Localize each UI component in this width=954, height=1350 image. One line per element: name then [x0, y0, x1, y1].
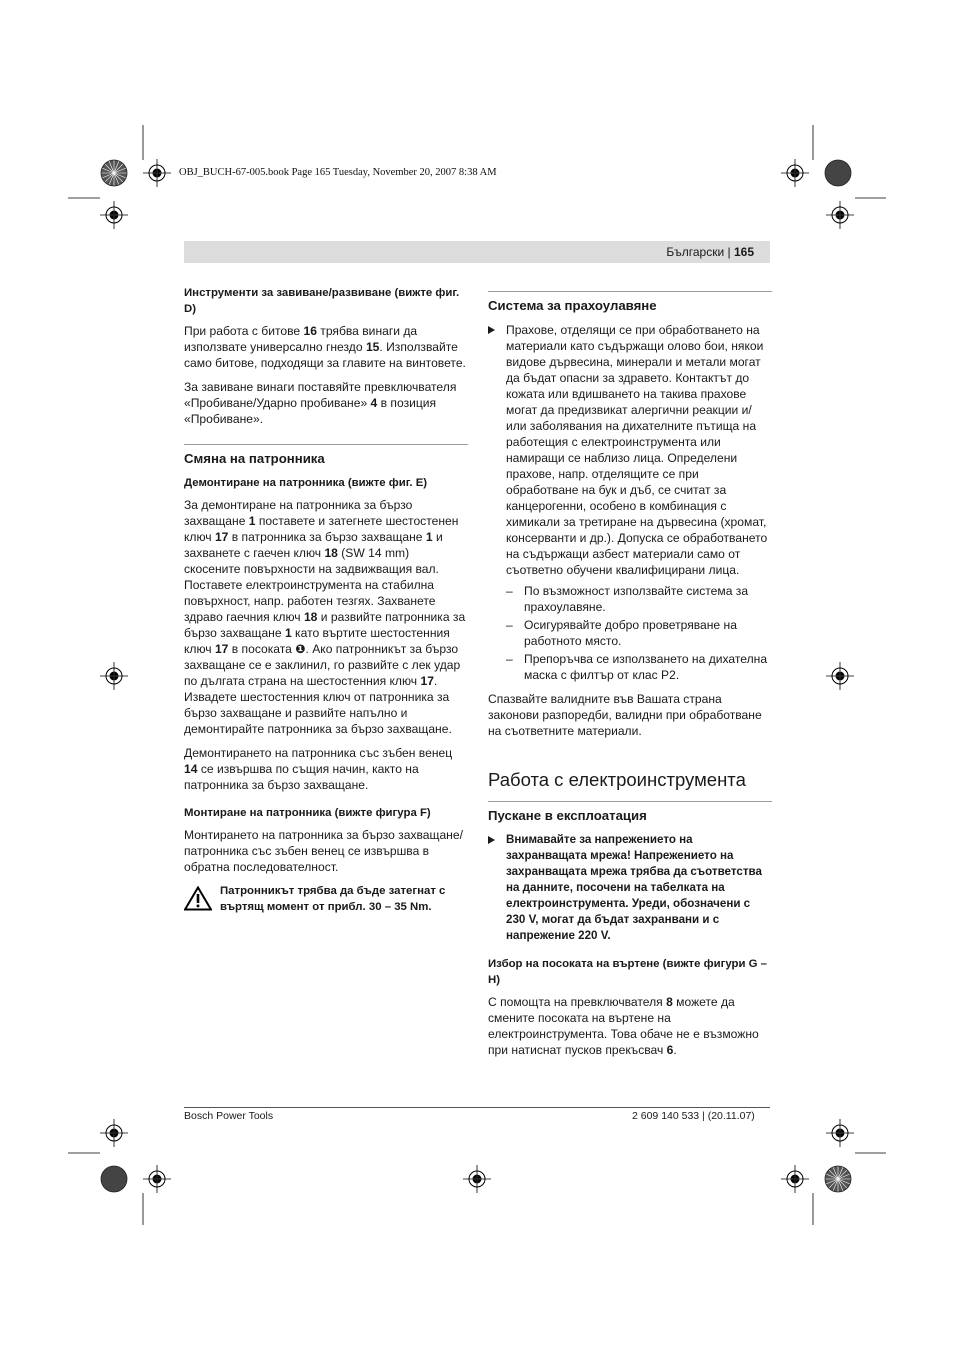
bold-reference: 1	[284, 626, 292, 640]
dash-bullet: –	[506, 584, 513, 598]
dust-item	[488, 651, 772, 683]
text-run: За завиване винаги поставяйте превключвателя «Пробиване/Ударно пробиване»	[184, 380, 457, 410]
text-run: . Извадете шестостенния ключ от патронника за бързо захващане и развийте напълно и демонтирайте патронника за бързо захващане.	[184, 674, 452, 736]
paragraph-dust-rules: Спазвайте валидните във Вашата страна законови разпоредби, валидни при обработване на съответните материали.	[488, 692, 762, 738]
heading-tools: Инструменти за завиване/развиване (вижте фиг. D)	[184, 287, 460, 315]
text-run: в посоката	[228, 642, 296, 656]
paragraph-mount-chuck: Монтирането на патронника за бързо захващане/патронника със зъбен венец се извършва в обратна последователност.	[184, 828, 463, 874]
bold-reference: 16	[303, 324, 317, 338]
torque-warning	[184, 883, 468, 915]
paragraph-tools-1	[184, 323, 468, 371]
page-header-bar	[184, 241, 770, 263]
bold-reference: 6	[666, 1043, 674, 1057]
text-run: При работа с битове	[184, 324, 304, 338]
text-run: се извършва по същия начин, както на патронника за бързо захващане.	[184, 762, 419, 792]
bold-reference: 18	[303, 610, 318, 624]
dust-item	[488, 583, 772, 615]
text-run: За демонтиране на патронника за бързо захващане	[184, 498, 413, 528]
bold-reference: 4	[370, 396, 378, 410]
main-heading: Работа с електроинструмента	[488, 769, 746, 790]
text-run: в позиция «Пробиване».	[184, 396, 437, 426]
page-header	[666, 245, 754, 259]
text-run: . Ако патронникът за бързо захващане се е заклинил, го развийте с лек удар по дългата страна на шестостенния ключ	[184, 642, 461, 688]
bold-reference: 1	[425, 530, 433, 544]
header-separator: |	[727, 245, 731, 259]
text-run: трябва винаги да използвате универсално гнездо	[184, 324, 418, 354]
dust-warning-item	[488, 322, 772, 578]
section-heading-dust: Система за прахоулавяне	[488, 298, 657, 313]
bold-reference: 18	[324, 546, 338, 560]
voltage-warning-item	[488, 832, 772, 944]
bold-reference: 17	[420, 674, 434, 688]
footer-brand: Bosch Power Tools	[184, 1110, 274, 1122]
footer-rule	[184, 1107, 770, 1108]
warning-triangle-icon	[184, 886, 212, 911]
text-run: поставете и затегнете шестостенен ключ	[184, 514, 459, 544]
bold-reference: 8	[666, 995, 673, 1009]
dust-item-text: Препоръчва се използването на дихателна маска с филтър от клас P2.	[524, 652, 768, 682]
heading-mount-chuck: Монтиране на патронника (вижте фигура F)	[184, 807, 431, 819]
text-run: . Използвайте само битове, подходящи за главите на винтовете.	[184, 340, 466, 370]
paragraph-direction	[488, 994, 772, 1058]
dust-item-text: По възможност използвайте система за прахоулавяне.	[524, 584, 749, 614]
text-run: можете да смените посоката на въртене на електроинструмента. Това обаче не е възможно при натиснат пусков прекъсвач	[488, 995, 759, 1057]
voltage-warning-text: Внимавайте за напрежението на захранващата мрежа! Напрежението на захранващата мрежа трябва да съответства на данните, посочени на табелката на електроинструмента. Уреди, обозначени с 230 V, могат да бъдат захранвани и с напрежение 220 V.	[506, 833, 762, 942]
text-run: .	[673, 1043, 677, 1057]
print-info-line: OBJ_BUCH-67-005.book Page 165 Tuesday, November 20, 2007 8:38 AM	[179, 167, 497, 178]
bold-reference: 15	[365, 340, 380, 354]
footer-doc-number: 2 609 140 533 | (20.11.07)	[632, 1110, 755, 1122]
text-run: в патронника за бързо захващане	[228, 530, 426, 544]
bold-reference: 1	[248, 514, 256, 528]
dash-bullet: –	[506, 618, 513, 632]
text-run: С помощта на превключвателя	[488, 995, 667, 1009]
text-run: и развийте патронника за бързо захващане	[184, 610, 466, 640]
left-column	[184, 285, 468, 915]
section-heading-start: Пускане в експлоатация	[488, 808, 647, 823]
paragraph-remove-chuck-2	[184, 745, 468, 793]
page-number: 165	[733, 245, 754, 259]
text-run: Демонтирането на патронника със зъбен венец	[184, 746, 453, 760]
section-heading-chuck: Смяна на патронника	[184, 451, 325, 466]
text-run: и захванете с гаечен ключ	[184, 530, 443, 560]
paragraph-remove-chuck	[184, 497, 468, 737]
heading-direction: Избор на посоката на въртене (вижте фигури G – H)	[488, 958, 767, 986]
text-run: (SW 14 mm) скосените повърхности на задвижващия вал. Поставете електроинструмента на стабилна повърхност, напр. работен тезгях. Захванете здраво гаечния ключ	[184, 546, 439, 624]
text-run: като въртите шестостенния ключ	[184, 626, 450, 656]
torque-warning-text: Патронникът трябва да бъде затегнат с въртящ момент от прибл. 30 – 35 Nm.	[220, 885, 446, 913]
bullet-triangle-icon	[488, 326, 495, 334]
dust-item	[488, 617, 772, 649]
header-language: Български	[666, 245, 725, 259]
bold-reference: 17	[214, 530, 229, 544]
bold-reference: ❶	[295, 642, 306, 656]
heading-remove-chuck: Демонтиране на патронника (вижте фиг. E)	[184, 477, 428, 489]
bold-reference: 14	[184, 762, 198, 776]
dash-bullet: –	[506, 652, 513, 666]
bold-reference: 17	[214, 642, 229, 656]
paragraph-tools-2	[184, 379, 468, 427]
dust-item-text: Осигурявайте добро проветряване на работното място.	[524, 618, 737, 648]
right-column	[488, 291, 772, 1066]
dust-warning-text: Прахове, отделящи се при обработването на материали като съдържащи олово бои, някои видове дървесина, минерали и метали могат да бъдат опасни за здравето. Контактът до кожата или вдишването на такива прахове могат да предизвикат алергични реакции и/или заболявания на дихателните пътища на работещия с електроинструмента или намиращи се наблизо лица. Определени прахове, напр. отделящите се при обработване на бук и дъб, се считат за канцерогенни, особено в комбинация с химикали за третиране на дървесина (хромат, консерванти и др.). Допуска се обработването на съдържащи азбест материали само от съответно обучени квалифицирани лица.	[506, 323, 768, 577]
bullet-triangle-icon	[488, 836, 495, 844]
